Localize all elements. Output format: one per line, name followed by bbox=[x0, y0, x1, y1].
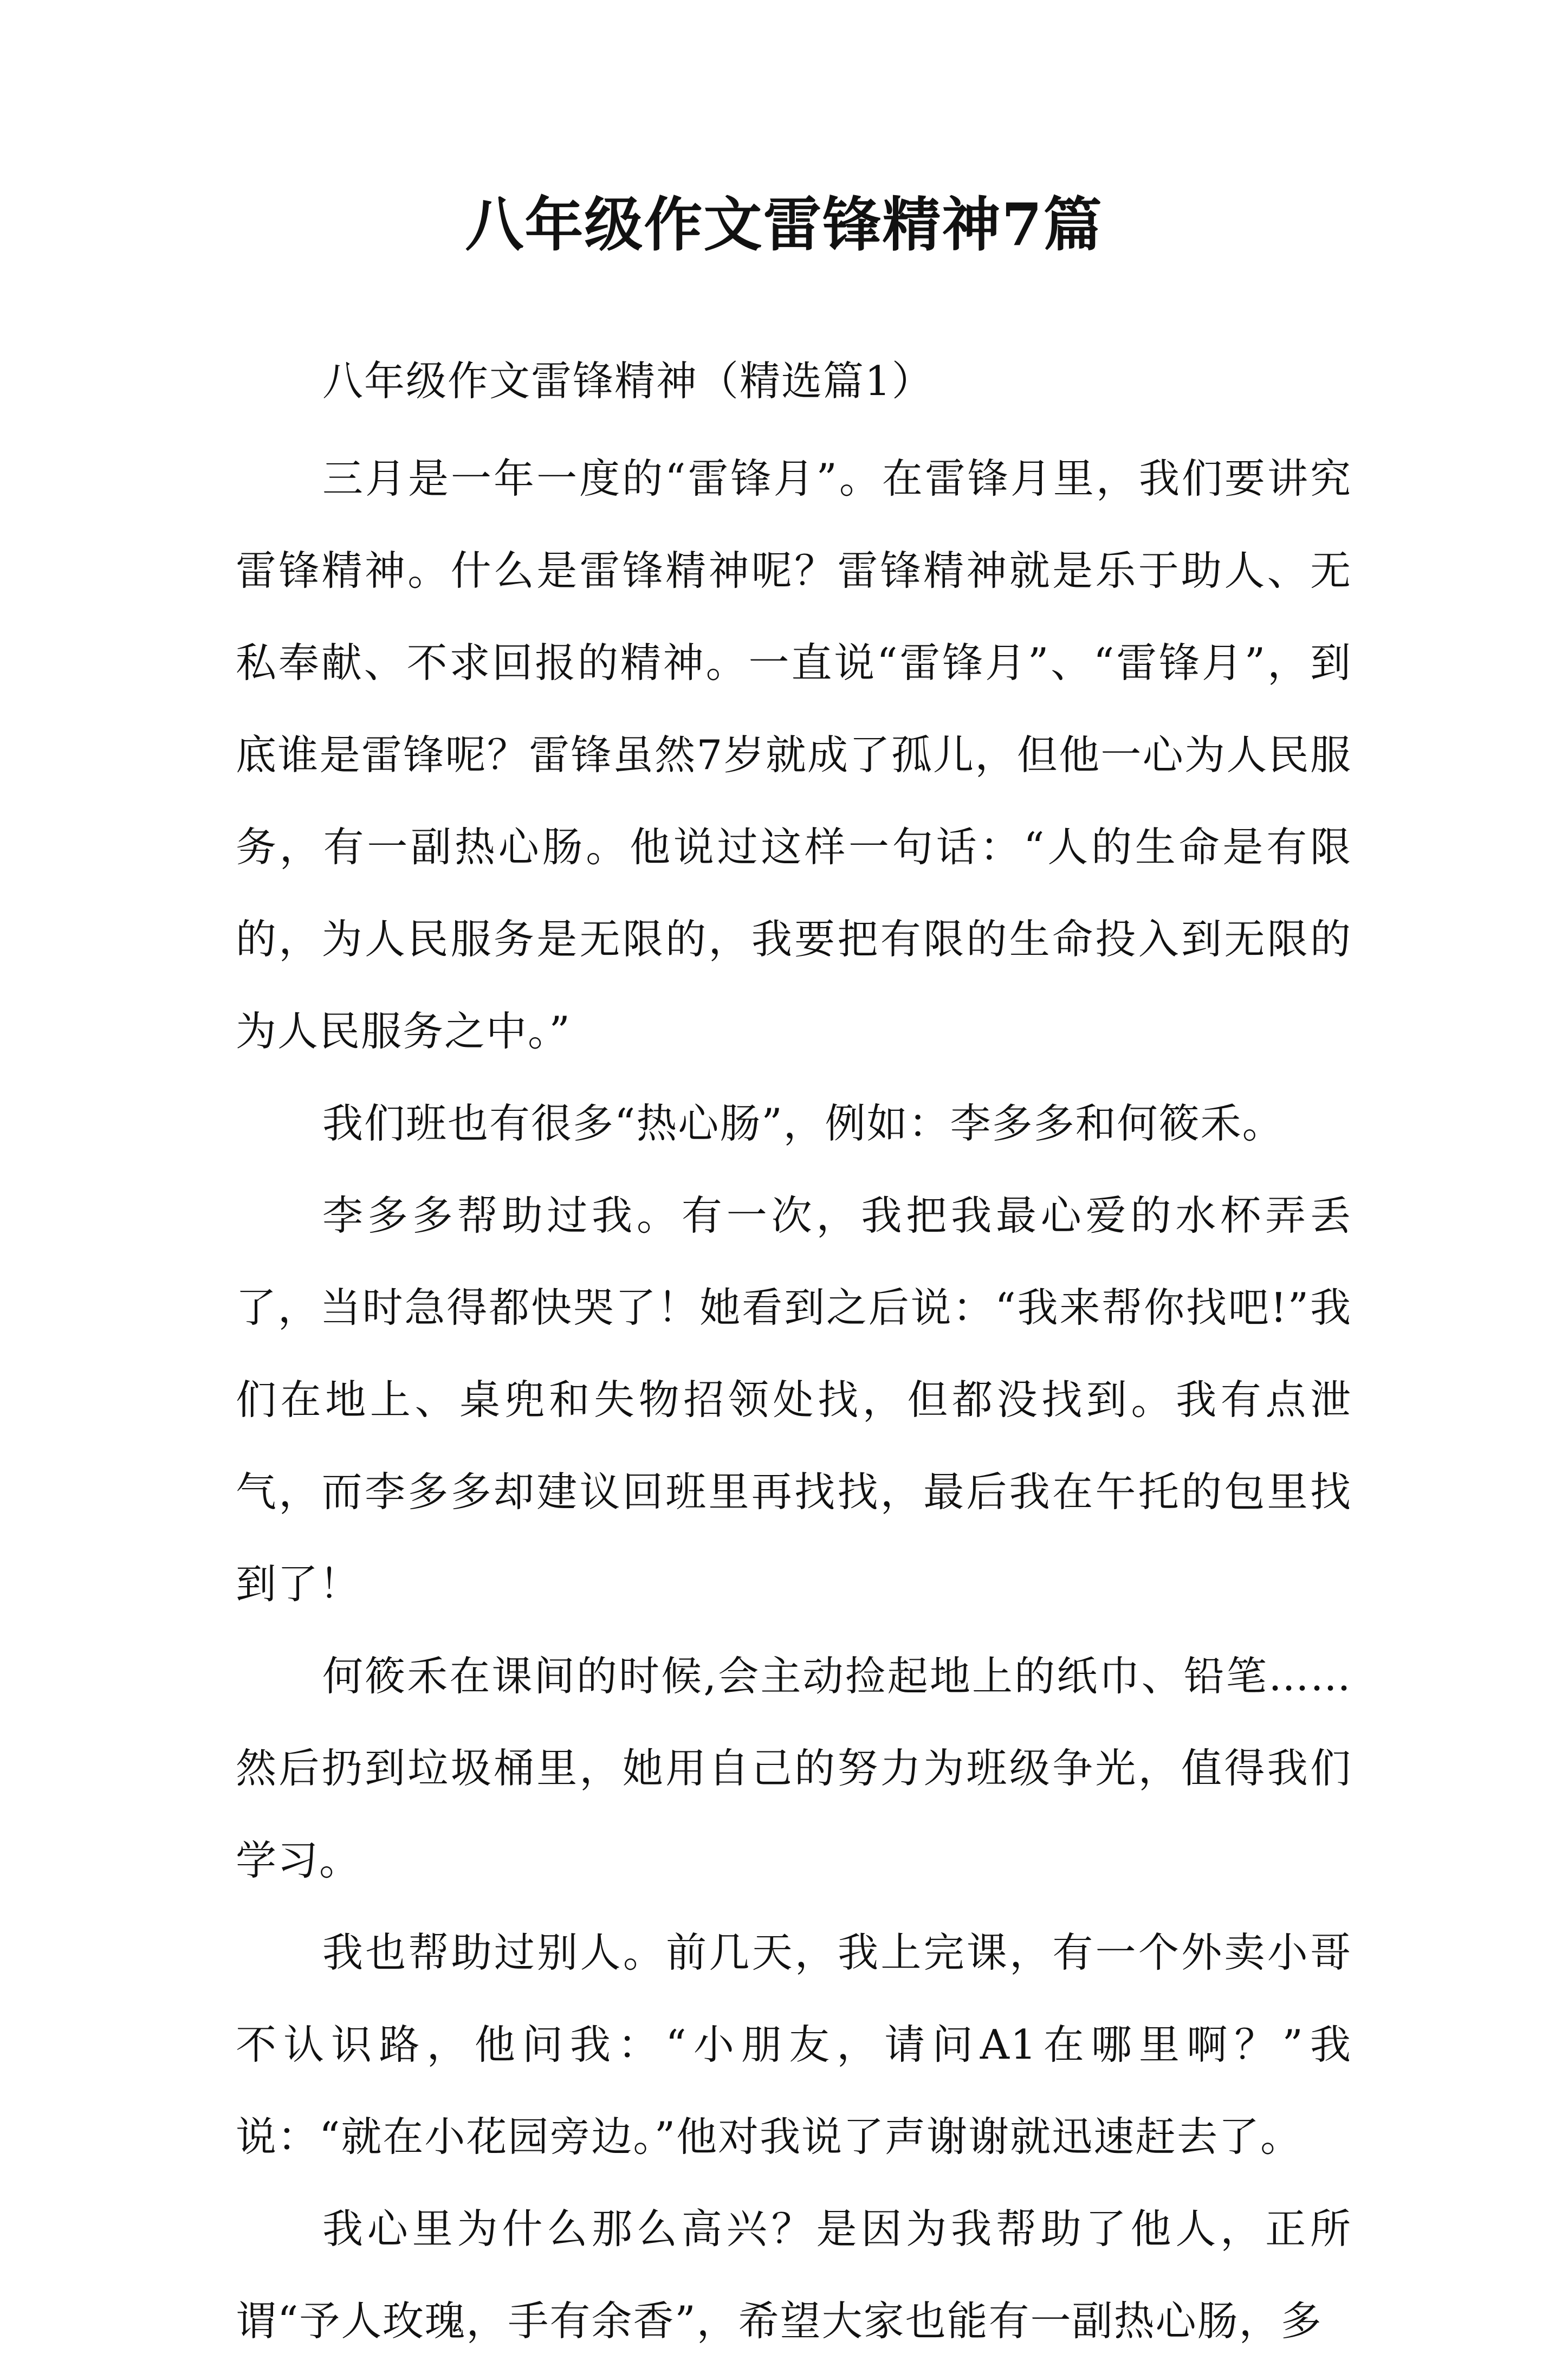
document-title: 八年级作文雷锋精神7篇 bbox=[465, 191, 1103, 259]
document-body bbox=[236, 335, 1352, 2367]
paragraph: 我心里为什么那么高兴？是因为我帮助了他人，正所谓“予人玫瑰，手有余香”，希望大家也能有一副热心肠，多 bbox=[236, 2205, 1352, 2345]
paragraph: 我也帮助过别人。前几天，我上完课，有一个外卖小哥不认识路，他问我：“小朋友，请问A1在哪里啊？”我说：“就在小花园旁边。”他对我说了声谢谢就迅速赶去了。 bbox=[236, 1929, 1352, 2161]
paragraph: 李多多帮助过我。有一次，我把我最心爱的水杯弄丢了，当时急得都快哭了！她看到之后说：“我来帮你找吧!”我们在地上、桌兜和失物招领处找，但都没找到。我有点泄气，而李多多却建议回班里再找找，最后我在午托的包里找到了！ bbox=[236, 1192, 1352, 1608]
paragraph: 我们班也有很多“热心肠”，例如：李多多和何筱禾。 bbox=[322, 1100, 1284, 1147]
section-subheading: 八年级作文雷锋精神（精选篇1） bbox=[322, 357, 934, 405]
paragraph: 三月是一年一度的“雷锋月”。在雷锋月里，我们要讲究雷锋精神。什么是雷锋精神呢？雷锋精神就是乐于助人、无私奉献、不求回报的精神。一直说“雷锋月”、“雷锋月”，到底谁是雷锋呢？雷锋虽然7岁就成了孤儿，但他一心为人民服务，有一副热心肠。他说过这样一句话：“人的生命是有限的，为人民服务是无限的，我要把有限的生命投入到无限的为人民服务之中。” bbox=[236, 455, 1352, 1055]
paragraph: 何筱禾在课间的时候,会主动捡起地上的纸巾、铅笔……然后扔到垃圾桶里，她用自己的努力为班级争光，值得我们学习。 bbox=[236, 1652, 1352, 1884]
